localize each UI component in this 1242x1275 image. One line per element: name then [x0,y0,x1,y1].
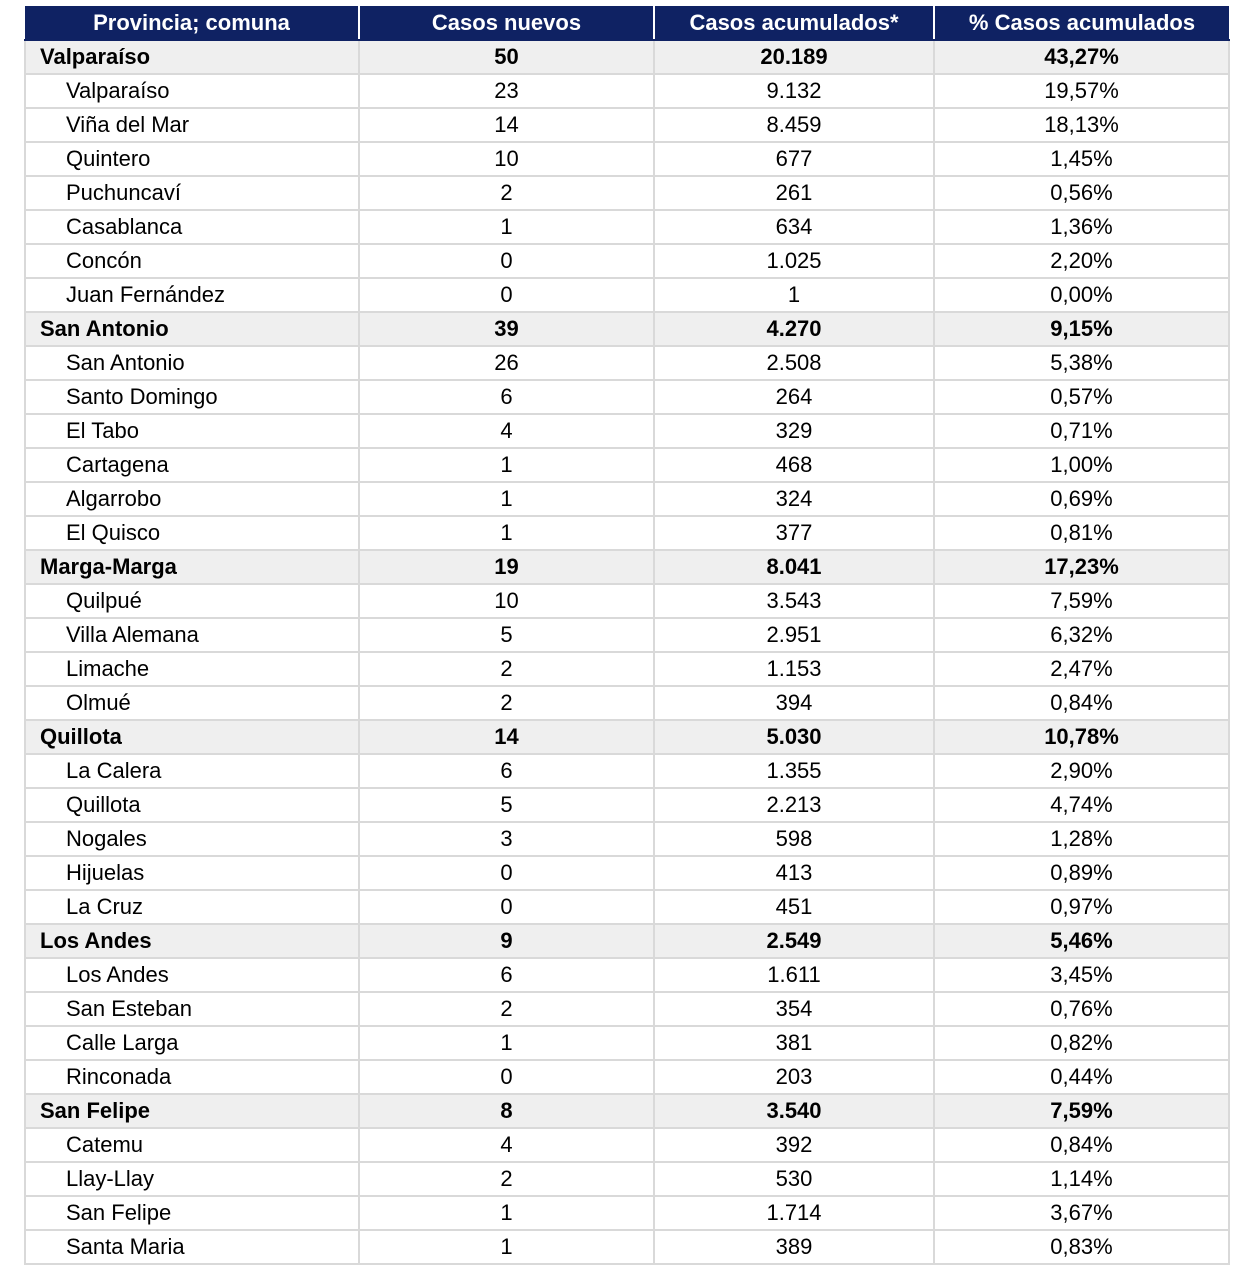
cases-table-container [24,6,1228,1265]
cell-casos-acumulados: 2.951 [654,618,934,652]
commune-row [25,1128,1229,1162]
commune-row [25,890,1229,924]
cell-casos-acumulados: 394 [654,686,934,720]
cell-name: Valparaíso [25,74,359,108]
cell-casos-acumulados: 2.213 [654,788,934,822]
header-casos-nuevos: Casos nuevos [359,6,654,40]
cell-pct-casos-acumulados: 0,89% [934,856,1229,890]
commune-row [25,1060,1229,1094]
cell-casos-nuevos: 5 [359,618,654,652]
cell-casos-acumulados: 4.270 [654,312,934,346]
commune-row [25,414,1229,448]
commune-row [25,482,1229,516]
commune-row [25,788,1229,822]
cell-casos-nuevos: 2 [359,1162,654,1196]
cell-name: Quilpué [25,584,359,618]
cell-casos-nuevos: 5 [359,788,654,822]
province-row [25,40,1229,74]
cell-casos-acumulados: 8.041 [654,550,934,584]
cell-pct-casos-acumulados: 43,27% [934,40,1229,74]
cell-casos-nuevos: 0 [359,244,654,278]
table-body [25,40,1229,1264]
cell-name: Nogales [25,822,359,856]
cell-casos-acumulados: 381 [654,1026,934,1060]
commune-row [25,244,1229,278]
cell-pct-casos-acumulados: 7,59% [934,584,1229,618]
cell-pct-casos-acumulados: 1,45% [934,142,1229,176]
cell-pct-casos-acumulados: 0,84% [934,686,1229,720]
province-row [25,1094,1229,1128]
table-header-row [25,6,1229,40]
cell-name: El Quisco [25,516,359,550]
cell-casos-nuevos: 1 [359,210,654,244]
cell-pct-casos-acumulados: 5,46% [934,924,1229,958]
commune-row [25,278,1229,312]
cell-casos-nuevos: 6 [359,958,654,992]
cell-pct-casos-acumulados: 5,38% [934,346,1229,380]
commune-row [25,516,1229,550]
cell-casos-acumulados: 203 [654,1060,934,1094]
cases-table [24,6,1230,1265]
cell-casos-nuevos: 0 [359,890,654,924]
commune-row [25,1230,1229,1264]
cell-casos-acumulados: 329 [654,414,934,448]
cell-pct-casos-acumulados: 0,71% [934,414,1229,448]
cell-casos-acumulados: 468 [654,448,934,482]
cell-name: El Tabo [25,414,359,448]
cell-name: Calle Larga [25,1026,359,1060]
cell-casos-acumulados: 598 [654,822,934,856]
cell-casos-nuevos: 0 [359,1060,654,1094]
cell-casos-acumulados: 1.153 [654,652,934,686]
cell-pct-casos-acumulados: 3,67% [934,1196,1229,1230]
commune-row [25,176,1229,210]
commune-row [25,1026,1229,1060]
cell-name: La Cruz [25,890,359,924]
cell-casos-acumulados: 634 [654,210,934,244]
cell-name: Catemu [25,1128,359,1162]
commune-row [25,686,1229,720]
cell-name: San Antonio [25,346,359,380]
cell-casos-acumulados: 20.189 [654,40,934,74]
cell-pct-casos-acumulados: 2,20% [934,244,1229,278]
cell-pct-casos-acumulados: 2,90% [934,754,1229,788]
cell-casos-nuevos: 1 [359,1230,654,1264]
cell-pct-casos-acumulados: 7,59% [934,1094,1229,1128]
cell-name: La Calera [25,754,359,788]
cell-name: Quillota [25,720,359,754]
cell-casos-acumulados: 261 [654,176,934,210]
cell-casos-nuevos: 0 [359,278,654,312]
cell-pct-casos-acumulados: 1,28% [934,822,1229,856]
cell-casos-acumulados: 2.549 [654,924,934,958]
cell-pct-casos-acumulados: 19,57% [934,74,1229,108]
cell-name: Viña del Mar [25,108,359,142]
cell-pct-casos-acumulados: 6,32% [934,618,1229,652]
cell-name: Llay-Llay [25,1162,359,1196]
cell-pct-casos-acumulados: 2,47% [934,652,1229,686]
cell-casos-acumulados: 377 [654,516,934,550]
commune-row [25,380,1229,414]
cell-casos-nuevos: 50 [359,40,654,74]
cell-casos-nuevos: 1 [359,482,654,516]
cell-pct-casos-acumulados: 1,36% [934,210,1229,244]
cell-pct-casos-acumulados: 0,97% [934,890,1229,924]
cell-casos-acumulados: 413 [654,856,934,890]
cell-pct-casos-acumulados: 1,00% [934,448,1229,482]
cell-name: Juan Fernández [25,278,359,312]
cell-casos-acumulados: 1.611 [654,958,934,992]
header-pct-casos-acumulados: % Casos acumulados [934,6,1229,40]
commune-row [25,958,1229,992]
cell-name: Santa Maria [25,1230,359,1264]
cell-pct-casos-acumulados: 10,78% [934,720,1229,754]
cell-name: Marga-Marga [25,550,359,584]
cell-pct-casos-acumulados: 0,56% [934,176,1229,210]
cell-casos-acumulados: 324 [654,482,934,516]
cell-name: San Esteban [25,992,359,1026]
cell-casos-nuevos: 26 [359,346,654,380]
commune-row [25,346,1229,380]
cell-casos-acumulados: 3.543 [654,584,934,618]
cell-pct-casos-acumulados: 0,81% [934,516,1229,550]
cell-pct-casos-acumulados: 0,00% [934,278,1229,312]
cell-casos-acumulados: 1.355 [654,754,934,788]
cell-casos-nuevos: 2 [359,686,654,720]
cell-casos-acumulados: 8.459 [654,108,934,142]
cell-casos-acumulados: 264 [654,380,934,414]
cell-casos-nuevos: 1 [359,448,654,482]
cell-pct-casos-acumulados: 0,84% [934,1128,1229,1162]
cell-casos-nuevos: 39 [359,312,654,346]
province-row [25,924,1229,958]
cell-name: San Antonio [25,312,359,346]
cell-casos-acumulados: 354 [654,992,934,1026]
header-casos-acumulados: Casos acumulados* [654,6,934,40]
province-row [25,312,1229,346]
cell-casos-nuevos: 6 [359,380,654,414]
cell-casos-nuevos: 2 [359,992,654,1026]
cell-casos-acumulados: 9.132 [654,74,934,108]
cell-pct-casos-acumulados: 0,44% [934,1060,1229,1094]
cell-casos-acumulados: 2.508 [654,346,934,380]
cell-name: Cartagena [25,448,359,482]
cell-pct-casos-acumulados: 17,23% [934,550,1229,584]
commune-row [25,448,1229,482]
cell-pct-casos-acumulados: 0,69% [934,482,1229,516]
cell-casos-acumulados: 1.714 [654,1196,934,1230]
cell-name: Santo Domingo [25,380,359,414]
commune-row [25,108,1229,142]
cell-casos-nuevos: 1 [359,516,654,550]
commune-row [25,1196,1229,1230]
commune-row [25,584,1229,618]
cell-pct-casos-acumulados: 18,13% [934,108,1229,142]
cell-casos-nuevos: 10 [359,142,654,176]
cell-name: Quintero [25,142,359,176]
cell-casos-nuevos: 4 [359,1128,654,1162]
cell-casos-nuevos: 23 [359,74,654,108]
commune-row [25,210,1229,244]
commune-row [25,856,1229,890]
cell-casos-nuevos: 0 [359,856,654,890]
cell-name: Villa Alemana [25,618,359,652]
commune-row [25,652,1229,686]
province-row [25,720,1229,754]
cell-casos-nuevos: 2 [359,176,654,210]
cell-name: Olmué [25,686,359,720]
cell-name: Rinconada [25,1060,359,1094]
cell-pct-casos-acumulados: 0,57% [934,380,1229,414]
province-row [25,550,1229,584]
cell-name: Concón [25,244,359,278]
cell-casos-nuevos: 1 [359,1196,654,1230]
cell-pct-casos-acumulados: 9,15% [934,312,1229,346]
cell-pct-casos-acumulados: 1,14% [934,1162,1229,1196]
cell-pct-casos-acumulados: 4,74% [934,788,1229,822]
cell-name: Hijuelas [25,856,359,890]
cell-casos-acumulados: 677 [654,142,934,176]
cell-casos-acumulados: 5.030 [654,720,934,754]
cell-name: Casablanca [25,210,359,244]
cell-pct-casos-acumulados: 0,83% [934,1230,1229,1264]
cell-casos-acumulados: 530 [654,1162,934,1196]
cell-casos-nuevos: 3 [359,822,654,856]
cell-name: Puchuncaví [25,176,359,210]
cell-name: Los Andes [25,958,359,992]
cell-casos-acumulados: 389 [654,1230,934,1264]
cell-name: Los Andes [25,924,359,958]
cell-name: San Felipe [25,1196,359,1230]
cell-casos-nuevos: 9 [359,924,654,958]
cell-casos-nuevos: 2 [359,652,654,686]
cell-casos-acumulados: 3.540 [654,1094,934,1128]
cell-name: Valparaíso [25,40,359,74]
cell-pct-casos-acumulados: 3,45% [934,958,1229,992]
cell-casos-nuevos: 1 [359,1026,654,1060]
cell-pct-casos-acumulados: 0,76% [934,992,1229,1026]
cell-casos-acumulados: 1 [654,278,934,312]
cell-casos-nuevos: 4 [359,414,654,448]
commune-row [25,142,1229,176]
cell-casos-nuevos: 19 [359,550,654,584]
cell-casos-nuevos: 6 [359,754,654,788]
cell-casos-nuevos: 14 [359,720,654,754]
commune-row [25,74,1229,108]
cell-casos-acumulados: 451 [654,890,934,924]
cell-name: San Felipe [25,1094,359,1128]
commune-row [25,992,1229,1026]
cell-casos-acumulados: 1.025 [654,244,934,278]
cell-name: Algarrobo [25,482,359,516]
cell-name: Limache [25,652,359,686]
cell-casos-nuevos: 10 [359,584,654,618]
commune-row [25,618,1229,652]
cell-name: Quillota [25,788,359,822]
commune-row [25,1162,1229,1196]
cell-casos-nuevos: 14 [359,108,654,142]
cell-pct-casos-acumulados: 0,82% [934,1026,1229,1060]
commune-row [25,822,1229,856]
header-provincia-comuna: Provincia; comuna [25,6,359,40]
cell-casos-acumulados: 392 [654,1128,934,1162]
cell-casos-nuevos: 8 [359,1094,654,1128]
commune-row [25,754,1229,788]
